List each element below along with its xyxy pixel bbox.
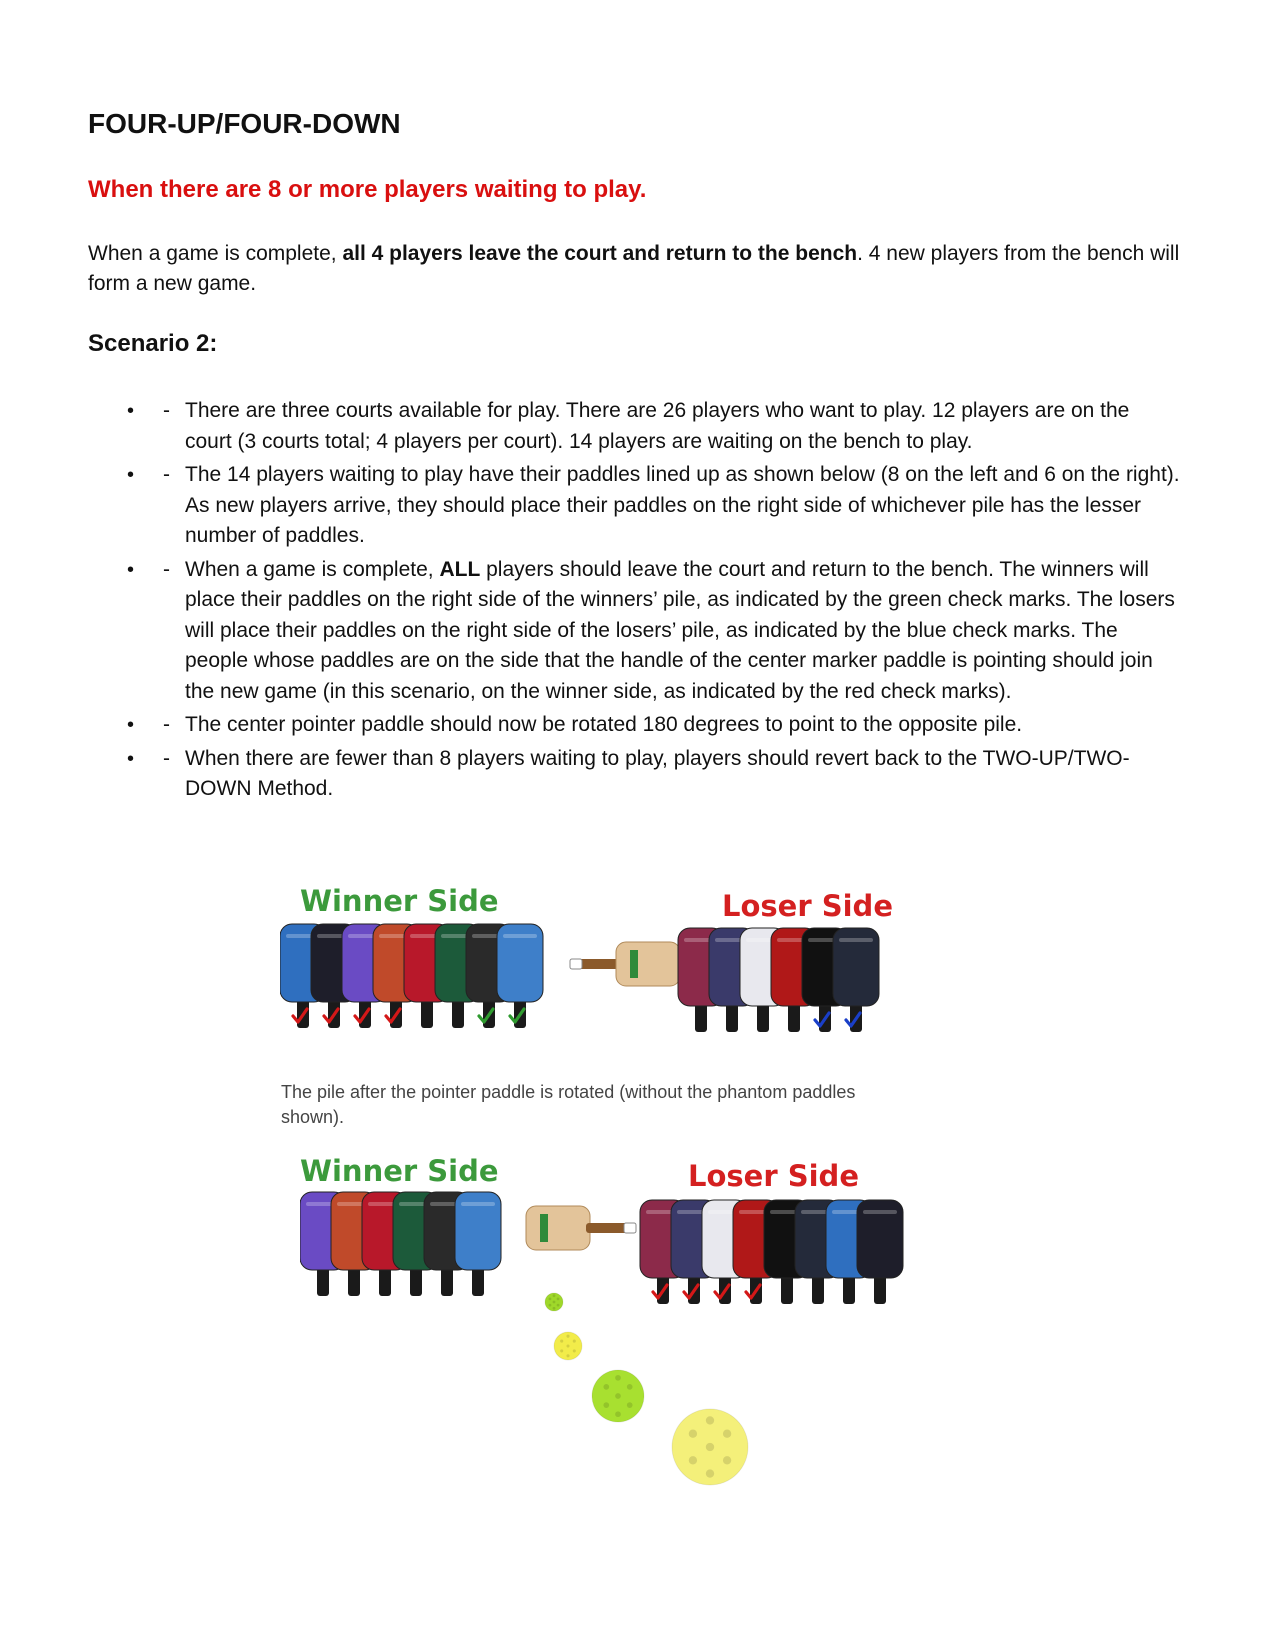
winner-side-label: Winner Side bbox=[300, 884, 499, 918]
loser-side-label: Loser Side bbox=[688, 1159, 859, 1193]
scenario-bullet-list bbox=[0, 396, 1275, 808]
page-title: FOUR-UP/FOUR-DOWN bbox=[88, 108, 401, 139]
loser-paddle-pile bbox=[640, 1200, 903, 1304]
pickleball-icon bbox=[554, 1332, 582, 1360]
loser-paddle-pile bbox=[678, 928, 879, 1032]
bullet-text bbox=[163, 396, 1180, 457]
pickleball-icon bbox=[672, 1409, 748, 1485]
winner-paddle-pile bbox=[280, 924, 543, 1028]
bullet-text-pre: When a game is complete, bbox=[185, 557, 440, 581]
bullet-dash: - bbox=[163, 746, 170, 770]
bullet-glyph: • bbox=[127, 714, 135, 736]
bullet-item bbox=[0, 396, 1275, 457]
paddle-icon bbox=[857, 1200, 903, 1304]
bullet-text-pre: The 14 players waiting to play have their paddles lined up as shown below (8 on the left and 6 on the right). As new players arrive, they should place their paddles on the right side of whichever pile has the lesser number of paddles. bbox=[185, 463, 1180, 547]
intro-bold: all 4 players leave the court and return to the bench bbox=[342, 242, 858, 265]
loser-side-label: Loser Side bbox=[722, 889, 893, 923]
section-subtitle: When there are 8 or more players waiting to play. bbox=[88, 176, 647, 203]
bullet-dash: - bbox=[163, 399, 170, 422]
bullet-dash: - bbox=[163, 463, 170, 486]
bullet-text bbox=[163, 744, 1180, 805]
bullet-text-pre: When there are fewer than 8 players waiting to play, players should revert back to the TWO-UP/TWO-DOWN Method. bbox=[185, 746, 1130, 800]
bullet-item bbox=[0, 744, 1275, 805]
bullet-text bbox=[163, 460, 1180, 552]
center-pointer-paddle bbox=[570, 942, 680, 986]
intro-tail: . 4 new players from the bench will form a new game. bbox=[88, 242, 1180, 295]
intro-paragraph bbox=[88, 239, 1188, 299]
pickleball-decoration bbox=[540, 1290, 780, 1490]
pointer-paddle-icon bbox=[526, 1206, 636, 1250]
bullet-item bbox=[0, 460, 1275, 552]
bullet-dash: - bbox=[163, 713, 170, 736]
center-pointer-paddle bbox=[526, 1206, 636, 1250]
bullet-text-bold: ALL bbox=[439, 557, 481, 581]
bullet-glyph: • bbox=[127, 400, 135, 422]
bullet-text-pre: The center pointer paddle should now be rotated 180 degrees to point to the opposite pile. bbox=[185, 713, 1023, 736]
bullet-text bbox=[163, 555, 1180, 708]
bullet-glyph: • bbox=[127, 558, 135, 581]
bullet-glyph: • bbox=[127, 747, 135, 770]
bullet-text bbox=[163, 710, 1180, 741]
winner-paddle-pile bbox=[300, 1192, 501, 1296]
paddle-pile-figure-before bbox=[280, 880, 980, 1050]
bullet-dash: - bbox=[163, 557, 170, 581]
pointer-paddle-icon bbox=[570, 942, 680, 986]
bullet-glyph: • bbox=[127, 464, 135, 486]
bullet-item bbox=[0, 555, 1275, 708]
pickleball-icon bbox=[592, 1370, 644, 1422]
pickleball-icon bbox=[545, 1293, 563, 1311]
intro-lead: When a game is complete, bbox=[88, 242, 343, 265]
scenario-heading: Scenario 2: bbox=[88, 330, 218, 357]
paddle-icon bbox=[455, 1192, 501, 1296]
bullet-text-post: players should leave the court and return to the bench. The winners will place their paddles on the right side of the winners’ pile, as indicated by the green check marks. The losers will place their paddles on the right side of the losers’ pile, as indicated by the blue check marks. The people whose paddles are on the side that the handle of the center marker paddle is pointing should join the new game (in this scenario, on the winner side, as indicated by the red check marks). bbox=[185, 557, 1175, 703]
bullet-text-pre: There are three courts available for play. There are 26 players who want to play. 12 players are on the court (3 courts total; 4 players per court). 14 players are waiting on the bench to play. bbox=[185, 399, 1130, 453]
figure-caption: The pile after the pointer paddle is rotated (without the phantom paddles shown). bbox=[281, 1082, 856, 1127]
winner-side-label: Winner Side bbox=[300, 1154, 499, 1188]
bullet-item bbox=[0, 710, 1275, 741]
